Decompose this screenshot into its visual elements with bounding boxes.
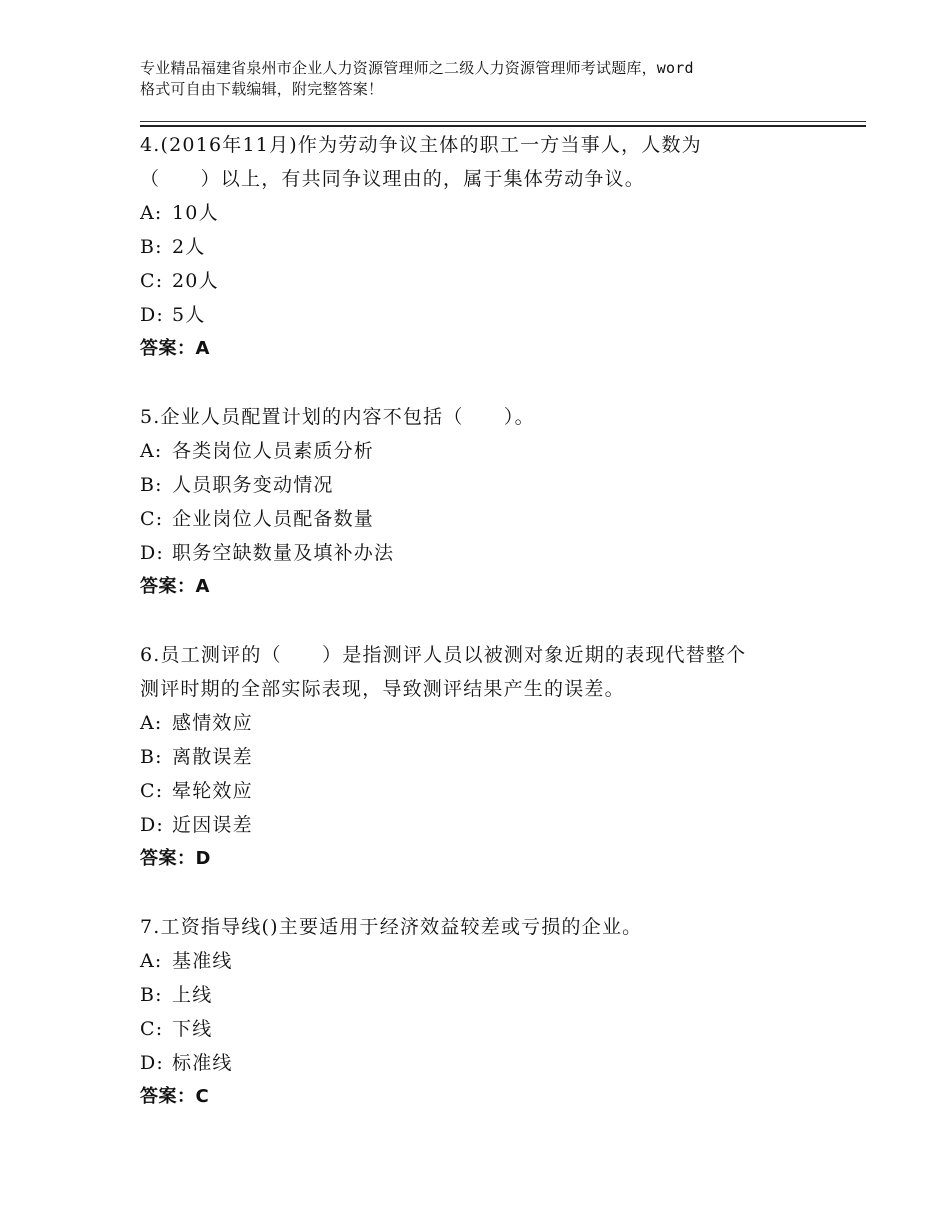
header-divider-bottom (140, 125, 866, 127)
option-a (140, 196, 860, 230)
option-c (140, 1012, 860, 1046)
option-text: 人员职务变动情况 (172, 474, 334, 496)
header-divider-top (140, 121, 866, 122)
option-text: 标准线 (172, 1052, 233, 1074)
option-key: B: (140, 236, 163, 258)
answer-label: 答案：A (140, 576, 210, 597)
question-7 (140, 910, 860, 1114)
answer-label: 答案：A (140, 338, 210, 359)
option-c (140, 774, 860, 808)
option-text: 2人 (172, 236, 206, 258)
option-a (140, 434, 860, 468)
spacer (140, 604, 860, 638)
option-key: A: (140, 440, 163, 462)
option-text: 20人 (172, 270, 219, 292)
option-c (140, 502, 860, 536)
document-header (140, 58, 840, 100)
option-text: 5人 (172, 304, 206, 326)
question-stem-line: 4.(2016年11月)作为劳动争议主体的职工一方当事人，人数为 (140, 134, 702, 156)
option-text: 晕轮效应 (172, 780, 253, 802)
option-key: B: (140, 984, 163, 1006)
option-text: 职务空缺数量及填补办法 (172, 542, 395, 564)
option-text: 离散误差 (172, 746, 253, 768)
option-key: D: (140, 304, 165, 326)
option-text: 近因误差 (172, 814, 253, 836)
question-stem-line: （ ）以上，有共同争议理由的，属于集体劳动争议。 (140, 168, 646, 190)
option-key: C: (140, 1018, 164, 1040)
option-key: A: (140, 202, 163, 224)
spacer (140, 876, 860, 910)
header-line-2: 格式可自由下载编辑，附完整答案！ (140, 80, 384, 98)
question-stem-line: 7.工资指导线()主要适用于经济效益较差或亏损的企业。 (140, 916, 643, 938)
option-d (140, 808, 860, 842)
option-key: C: (140, 508, 164, 530)
option-a (140, 944, 860, 978)
option-key: C: (140, 780, 164, 802)
option-key: C: (140, 270, 164, 292)
option-b (140, 230, 860, 264)
option-text: 感情效应 (172, 712, 253, 734)
option-b (140, 740, 860, 774)
option-key: D: (140, 1052, 165, 1074)
option-text: 上线 (172, 984, 213, 1006)
question-list (140, 128, 860, 1114)
spacer (140, 366, 860, 400)
option-text: 企业岗位人员配备数量 (172, 508, 375, 530)
option-key: D: (140, 814, 165, 836)
option-d (140, 1046, 860, 1080)
header-line-1: 专业精品福建省泉州市企业人力资源管理师之二级人力资源管理师考试题库，word (140, 59, 694, 77)
option-d (140, 536, 860, 570)
option-text: 下线 (172, 1018, 213, 1040)
option-text: 各类岗位人员素质分析 (172, 440, 375, 462)
option-key: A: (140, 950, 163, 972)
question-stem-line: 测评时期的全部实际表现，导致测评结果产生的误差。 (140, 678, 625, 700)
question-stem-line: 5.企业人员配置计划的内容不包括（ ）。 (140, 406, 535, 428)
option-d (140, 298, 860, 332)
option-key: B: (140, 746, 163, 768)
answer-label: 答案：C (140, 1086, 210, 1107)
option-key: A: (140, 712, 163, 734)
answer-label: 答案：D (140, 848, 211, 869)
question-5 (140, 400, 860, 604)
option-text: 基准线 (172, 950, 233, 972)
option-key: B: (140, 474, 163, 496)
option-b (140, 468, 860, 502)
question-stem-line: 6.员工测评的（ ）是指测评人员以被测对象近期的表现代替整个 (140, 644, 747, 666)
option-key: D: (140, 542, 165, 564)
option-text: 10人 (172, 202, 219, 224)
option-c (140, 264, 860, 298)
question-4 (140, 128, 860, 366)
option-a (140, 706, 860, 740)
option-b (140, 978, 860, 1012)
question-6 (140, 638, 860, 876)
